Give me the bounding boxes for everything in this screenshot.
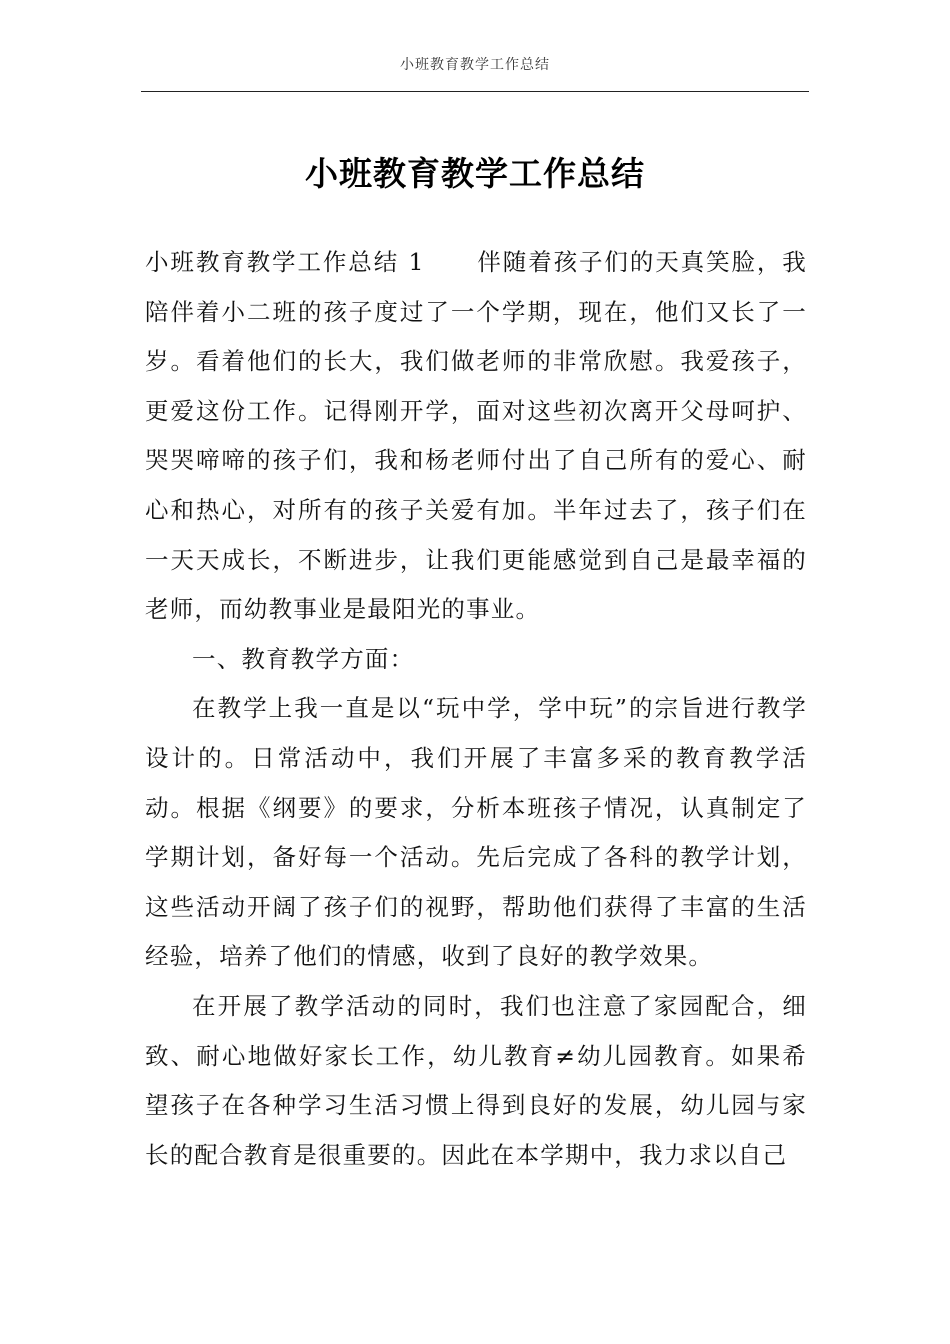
section-heading: 一、教育教学方面： bbox=[192, 644, 415, 673]
running-header: 小班教育教学工作总结 bbox=[400, 57, 550, 73]
paragraph-2: 在教学上我一直是以“玩中学，学中玩”的宗旨进行教学设计的。日常活动中，我们开展了丰富多采的教育教学活动。根据《纲要》的要求，分析本班孩子情况，认真制定了学期计划，备好每一个活动。先后完成了各科的教学计划，这些活动开阔了孩子们的视野，帮助他们获得了丰富的生活经验，培养了他们的情感，收到了良好的教学效果。 bbox=[145, 694, 807, 971]
paragraph-1 bbox=[145, 238, 807, 635]
header-rule bbox=[141, 91, 809, 92]
paragraph-1-text: 伴随着孩子们的天真笑脸，我陪伴着小二班的孩子度过了一个学期，现在，他们又长了一岁。看着他们的长大，我们做老师的非常欣慰。我爱孩子，更爱这份工作。记得刚开学，面对这些初次离开父母呵护、哭哭啼啼的孩子们，我和杨老师付出了自己所有的爱心、耐心和热心，对所有的孩子关爱有加。半年过去了，孩子们在一天天成长，不断进步，让我们更能感觉到自己是最幸福的老师，而幼教事业是最阳光的事业。 bbox=[145, 248, 807, 624]
document-title: 小班教育教学工作总结 bbox=[305, 154, 645, 193]
document-body bbox=[145, 238, 807, 1180]
paragraph-1-lead: 小班教育教学工作总结 1 bbox=[145, 248, 425, 276]
paragraph-3: 在开展了教学活动的同时，我们也注意了家园配合，细致、耐心地做好家长工作，幼儿教育≠幼儿园教育。如果希望孩子在各种学习生活习惯上得到良好的发展，幼儿园与家长的配合教育是很重要的。因此在本学期中，我力求以自己 bbox=[145, 991, 807, 1169]
